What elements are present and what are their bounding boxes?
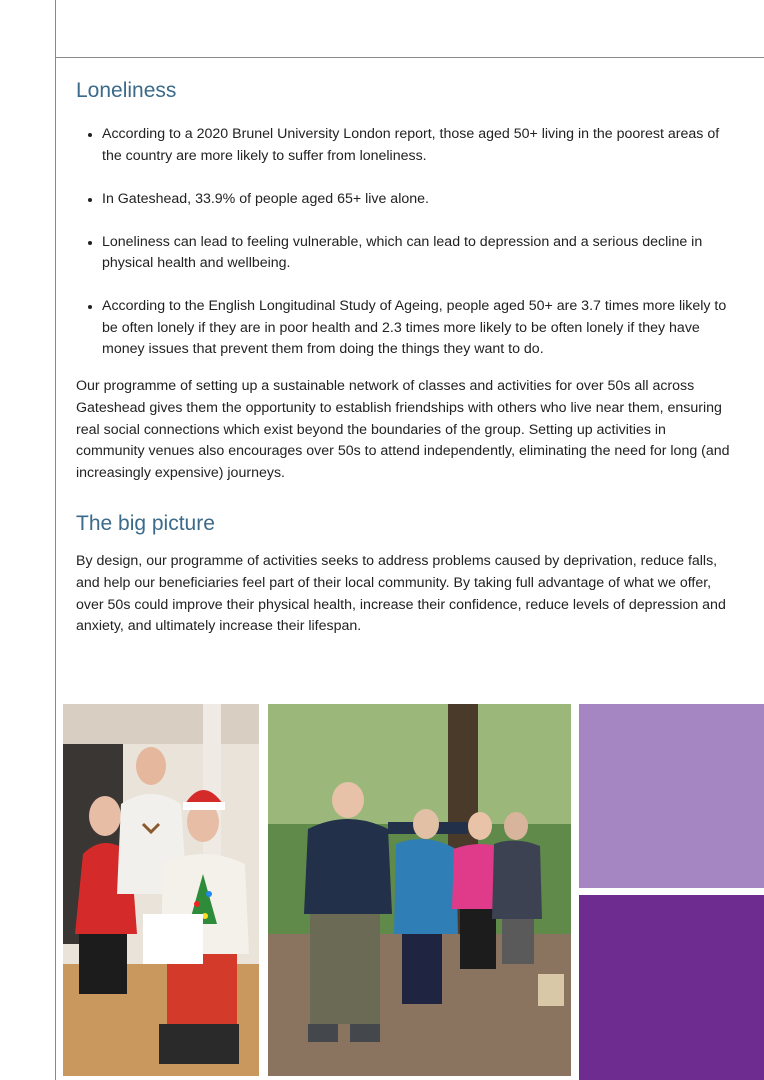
decorative-light-purple-block — [579, 704, 764, 888]
bullet-item: • According to a 2020 Brunel University London report, those aged 50+ living in the poorest areas of the country are more likely to suffer from loneliness. — [102, 124, 736, 167]
decorative-dark-purple-block — [579, 895, 764, 1080]
outdoor-archery-photo — [268, 704, 571, 1076]
page-content — [76, 76, 736, 638]
header-rule — [55, 57, 764, 58]
bullet-item: • In Gateshead, 33.9% of people aged 65+ live alone. — [102, 189, 736, 211]
loneliness-paragraph: Our programme of setting up a sustainable network of classes and activities for over 50s all across Gateshead gives them the opportunity to establish friendships with others who live near them, ensuring real social connections which exist beyond the boundaries of the group. Setting up activities in community venues also encourages over 50s to attend independently, eliminating the need for long (and increasingly expensive) journeys. — [76, 378, 730, 482]
big-picture-paragraph: By design, our programme of activities seeks to address problems caused by deprivation, reduce falls, and help our beneficiaries feel part of their local community. By taking full advantage of what we offer, over 50s could improve their physical health, increase their confidence, reduce levels of depression and anxiety, and ultimately increase their lifespan. — [76, 552, 726, 635]
loneliness-heading: Loneliness — [76, 79, 177, 102]
christmas-group-photo — [63, 704, 259, 1076]
loneliness-bullet-list — [76, 124, 736, 361]
bullet-item: • Loneliness can lead to feeling vulnerable, which can lead to depression and a serious decline in physical health and wellbeing. — [102, 232, 736, 275]
big-picture-heading: The big picture — [76, 511, 215, 535]
left-margin-rule — [55, 0, 56, 1080]
bullet-item: • According to the English Longitudinal Study of Ageing, people aged 50+ are 3.7 times more likely to be often lonely if they are in poor health and 2.3 times more likely to be often lonely if they have money issues that prevent them from doing the things they want to do. — [102, 296, 736, 361]
